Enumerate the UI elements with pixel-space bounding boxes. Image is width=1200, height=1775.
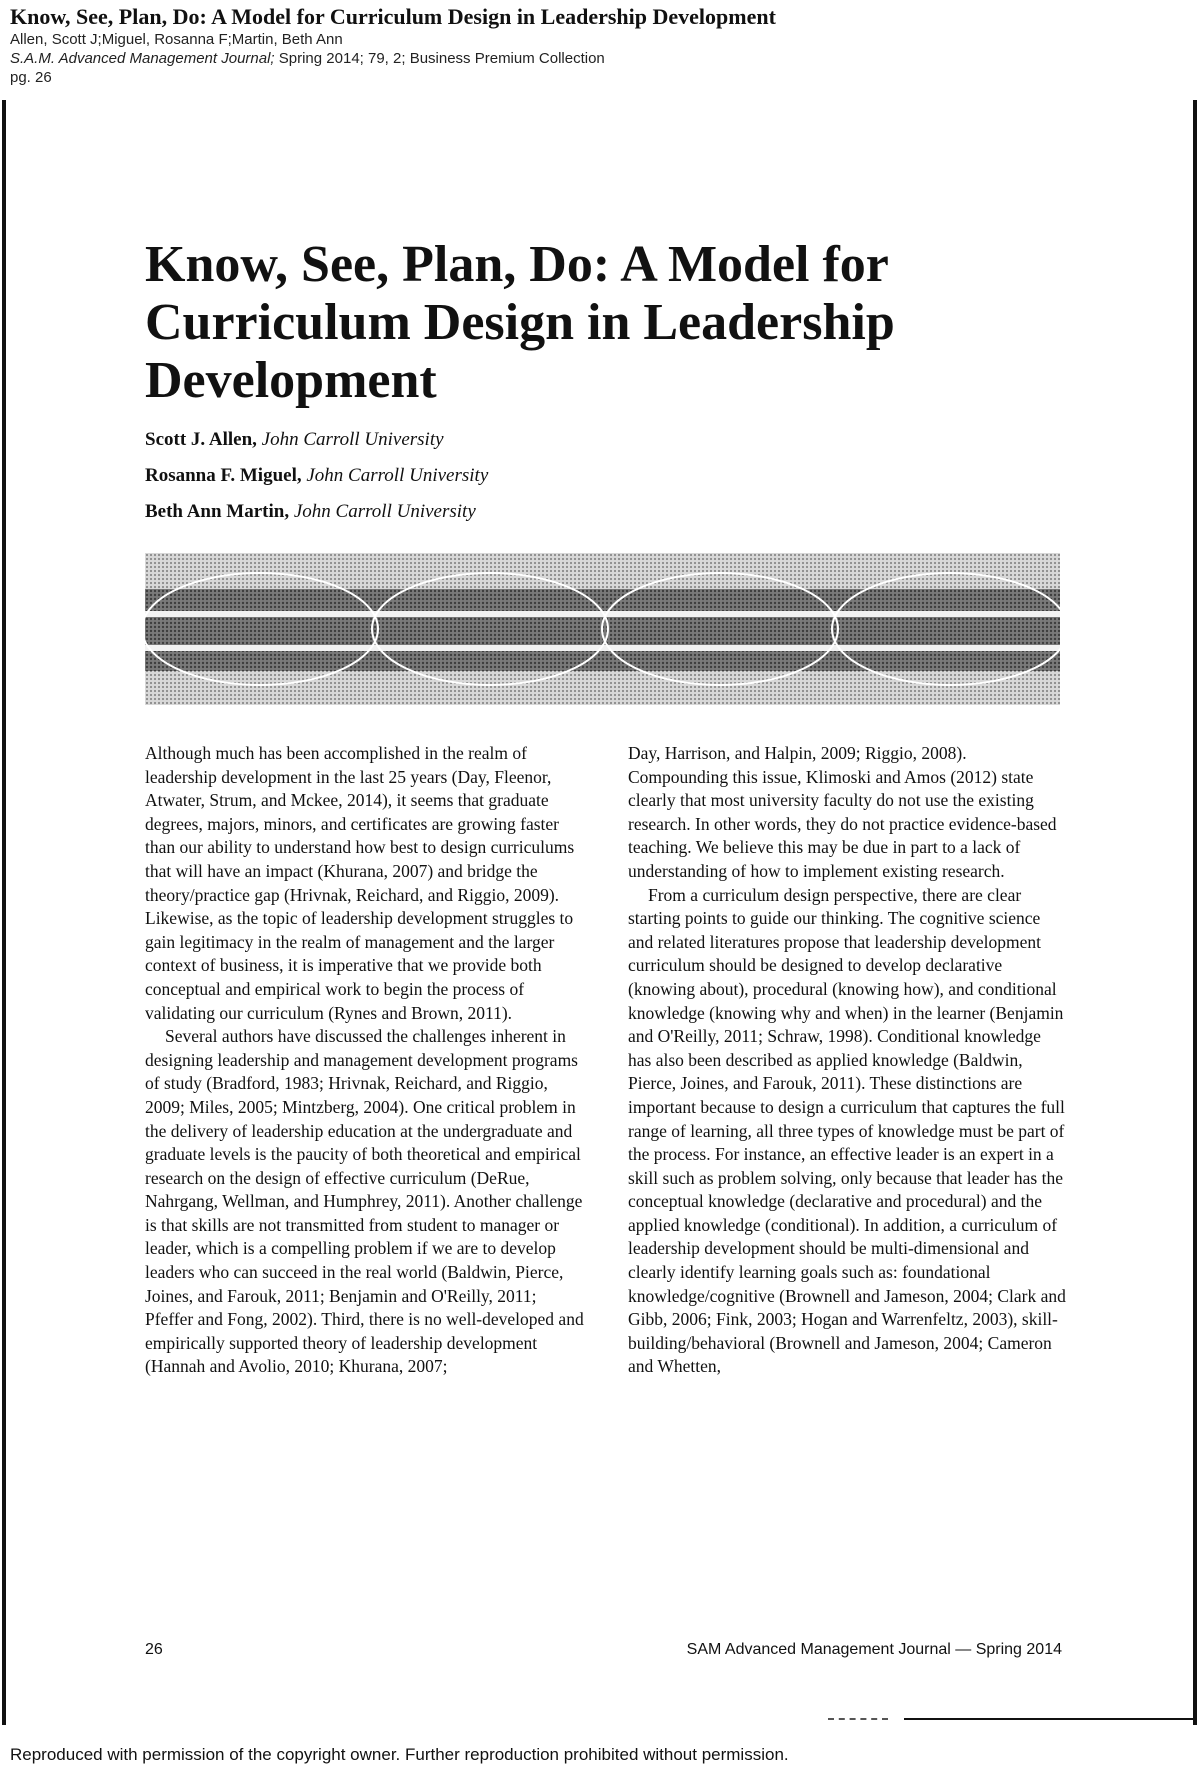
author-entry: [145, 422, 845, 458]
permission-notice: Reproduced with permission of the copyright owner. Further reproduction prohibited without permission.: [10, 1745, 789, 1764]
author-affiliation: John Carroll University: [293, 501, 476, 522]
bottom-dashed-rule: [828, 1718, 888, 1720]
author-list: [145, 422, 845, 530]
article-title: [145, 236, 985, 410]
body-paragraph: Although much has been accomplished in the realm of leadership development in the last 25 years (Day, Fleenor, Atwater, Strum, and Mckee, 2014), it seems that graduate degrees, majors, minors, and certificates are growing faster than our ability to understand how best to design curriculums that will have an impact (Khurana, 2007) and bridge the theory/practice gap (Hrivnak, Reichard, and Riggio, 2009). Likewise, as the topic of leadership development struggles to gain legitimacy in the realm of management and the larger context of business, it is imperative that we provide both conceptual and empirical work to begin the process of validating our curriculum (Rynes and Brown, 2011).: [145, 743, 575, 1023]
author-entry: [145, 458, 845, 494]
page-number: 26: [145, 1641, 163, 1658]
header-issue-info: Spring 2014; 79, 2; Business Premium Collection: [274, 50, 605, 67]
header-title: Know, See, Plan, Do: A Model for Curriculum Design in Leadership Development: [10, 4, 776, 29]
article-title-line: Development: [145, 352, 437, 409]
body-paragraph: From a curriculum design perspective, there are clear starting points to guide our thinking. The cognitive science and related literatures propose that leadership development curriculum should be designed to develop declarative (knowing about), procedural (knowing how), and conditional knowledge (knowing why and when) in the learner (Benjamin and O'Reilly, 2011; Schraw, 1998). Conditional knowledge has also been described as applied knowledge (Baldwin, Pierce, Joines, and Farouk, 2011). These distinctions are important because to design a curriculum that captures the full range of learning, all three types of knowledge must be part of the process. For instance, an effective leader is an expert in a skill such as problem solving, only because that leader has the conceptual knowledge (declarative and procedural) and the applied knowledge (conditional). In addition, a curriculum of leadership development should be multi-dimensional and clearly identify learning goals such as: foundational knowledge/cognitive (Brownell and Jameson, 2004; Clark and Gibb, 2006; Fink, 2003; Hogan and Warrenfeltz, 2003), skill-building/behavioral (Brownell and Jameson, 2004; Cameron and Whetten,: [628, 884, 1066, 1377]
author-affiliation: John Carroll University: [306, 465, 489, 486]
journal-footer: SAM Advanced Management Journal — Spring 2014: [686, 1641, 1062, 1658]
author-affiliation: John Carroll University: [261, 429, 444, 450]
article-title-line: Know, See, Plan, Do: A Model for: [145, 236, 889, 293]
author-name: Rosanna F. Miguel,: [145, 465, 302, 486]
header-authors: Allen, Scott J;Miguel, Rosanna F;Martin, Beth Ann: [10, 31, 343, 48]
body-column-right: [628, 742, 1068, 1379]
decorative-banner: [145, 553, 1060, 705]
header-source: [10, 49, 1190, 68]
header-journal-name: S.A.M. Advanced Management Journal;: [10, 50, 275, 67]
database-header: [10, 4, 1190, 87]
banner-stripe: [145, 651, 1060, 671]
right-border-rule: [1193, 100, 1197, 1725]
author-entry: [145, 494, 845, 530]
author-name: Beth Ann Martin,: [145, 501, 290, 522]
author-name: Scott J. Allen,: [145, 429, 257, 450]
body-column-left: [145, 742, 585, 1379]
banner-stripe: [145, 589, 1060, 611]
body-paragraph: Several authors have discussed the challenges inherent in designing leadership and management development programs of study (Bradford, 1983; Hrivnak, Reichard, and Riggio, 2009; Miles, 2005; Mintzberg, 2004). One critical problem in the delivery of leadership education at the undergraduate and graduate levels is the paucity of both theoretical and empirical research on the design of effective curriculum (DeRue, Nahrgang, Wellman, and Humphrey, 2011). Another challenge is that skills are not transmitted from student to manager or leader, which is a compelling problem if we are to develop leaders who can succeed in the real world (Baldwin, Pierce, Joines, and Farouk, 2011; Benjamin and O'Reilly, 2011; Pfeffer and Fong, 2002). Third, there is no well-developed and empirically supported theory of leadership development (Hannah and Avolio, 2010; Khurana, 2007;: [145, 1026, 584, 1377]
bottom-border-rule: [904, 1718, 1194, 1720]
body-paragraph: Day, Harrison, and Halpin, 2009; Riggio, 2008). Compounding this issue, Klimoski and Amos (2012) state clearly that most university faculty do not use the existing research. In other words, they do not practice evidence-based teaching. We believe this may be due in part to a lack of understanding of how to implement existing research.: [628, 743, 1057, 881]
header-page: pg. 26: [10, 69, 52, 86]
left-border-rule: [2, 100, 6, 1725]
article-title-line: Curriculum Design in Leadership: [145, 294, 895, 351]
